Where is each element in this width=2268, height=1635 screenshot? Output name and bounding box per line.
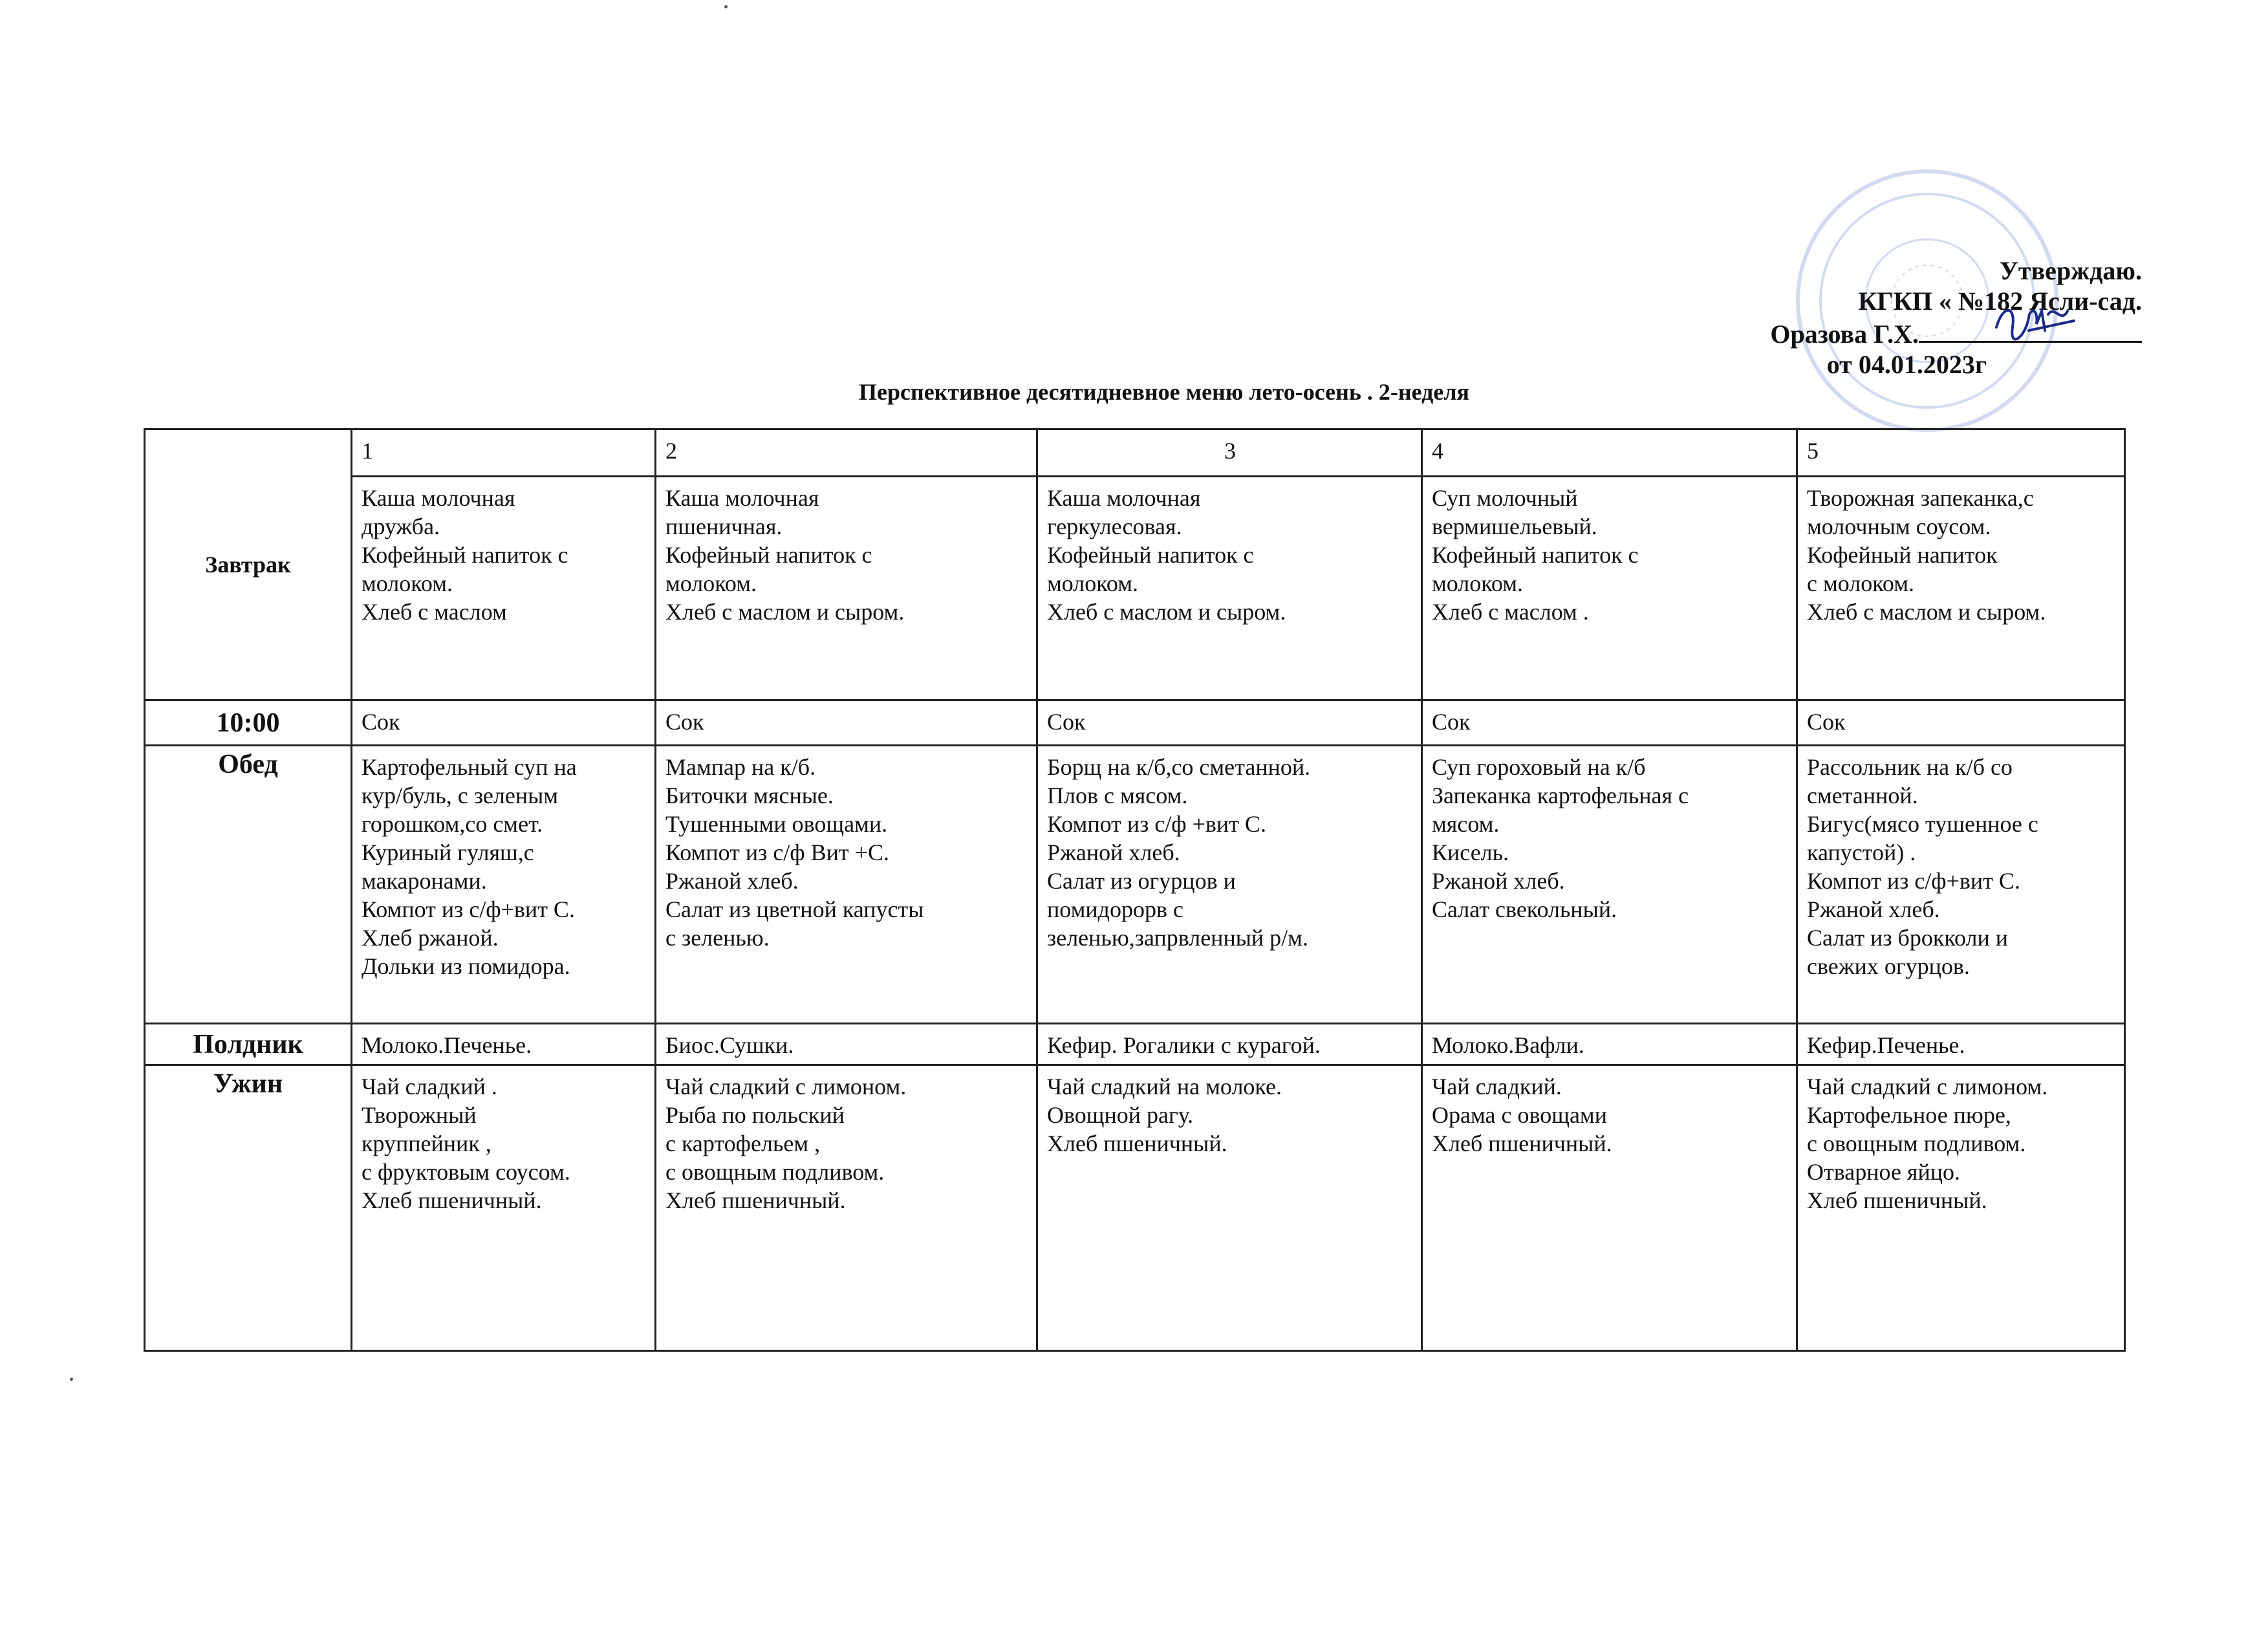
dish-line: Хлеб с маслом [362, 599, 507, 625]
dish-line: с молоком. [1807, 570, 1915, 596]
dish-line: Хлеб с маслом и сыром. [1807, 599, 2046, 625]
approval-line-3 [1770, 316, 2142, 349]
dish-line: Сок [1432, 709, 1471, 735]
dish-line: Кефир. Рогалики с курагой. [1047, 1032, 1321, 1058]
menu-cell [1797, 1024, 2125, 1065]
dish-line: Сок [1047, 709, 1086, 735]
meal-label-dinner: Ужин [145, 1065, 352, 1351]
dish-line: Суп гороховый на к/б [1432, 754, 1646, 780]
menu-cell [1037, 1065, 1422, 1351]
dish-line: вермишельевый. [1432, 514, 1597, 539]
dish-line: молоком. [362, 570, 453, 596]
menu-cell [352, 746, 656, 1024]
handwritten-signature [1990, 298, 2080, 343]
dish-line: мясом. [1432, 811, 1500, 837]
approval-line-4: от 04.01.2023г [1826, 350, 1987, 379]
dish-line: с овощным подливом. [665, 1159, 885, 1185]
dish-line: Хлеб с маслом . [1432, 599, 1589, 625]
meal-label-lunch: Обед [145, 746, 352, 1024]
dish-line: Кисель. [1432, 839, 1509, 865]
dish-line: Хлеб ржаной. [362, 925, 499, 951]
dish-line: Куриный гуляш,с [362, 839, 534, 865]
dish-line: Кофейный напиток с [1432, 542, 1639, 568]
dish-line: Бигус(мясо тушенное с [1807, 811, 2038, 837]
dish-line: Биточки мясные. [665, 783, 834, 808]
approver-name: Оразова Г.Х. [1770, 319, 1919, 349]
dish-line: Салат из брокколи и [1807, 925, 2009, 951]
dish-line: Рассольник на к/б со [1807, 754, 2013, 780]
dish-line: Отварное яйцо. [1807, 1159, 1961, 1185]
dish-line: Салат из огурцов и [1047, 868, 1236, 894]
dish-line: Хлеб пшеничный. [1047, 1131, 1227, 1156]
dish-line: с фруктовым соусом. [362, 1159, 570, 1185]
dish-line: Чай сладкий с лимоном. [665, 1074, 907, 1099]
dish-line: Хлеб пшеничный. [362, 1187, 542, 1213]
menu-cell [1797, 700, 2125, 746]
dish-line: Орама с овощами [1432, 1102, 1607, 1128]
dish-line: Ржаной хлеб. [1047, 839, 1180, 865]
approval-line-2: КГКП « №182 Ясли-сад. [1858, 287, 2142, 316]
document-title: Перспективное десятидневное меню лето-осень . 2-неделя [858, 379, 1470, 405]
menu-cell [1037, 1024, 1422, 1065]
dish-line: Салат свекольный. [1432, 896, 1617, 922]
dish-line: Плов с мясом. [1047, 783, 1188, 808]
dish-line: молоком. [665, 570, 757, 596]
menu-cell [352, 477, 656, 700]
dish-line: капустой) . [1807, 839, 1916, 865]
approval-block [1770, 255, 2142, 380]
dish-line: молочным соусом. [1807, 514, 1991, 539]
dish-line: Запеканка картофельная с [1432, 783, 1689, 808]
dish-line: сметанной. [1807, 783, 1918, 808]
dish-line: Дольки из помидора. [362, 953, 570, 979]
day-number: 3 [1037, 429, 1422, 477]
dish-line: Компот из с/ф+вит С. [1807, 868, 2020, 894]
snack-row [145, 1024, 2125, 1065]
menu-cell [1422, 746, 1797, 1024]
dish-line: свежих огурцов. [1807, 953, 1970, 979]
dish-line: Салат из цветной капусты [665, 896, 924, 922]
dish-line: Сок [362, 709, 400, 735]
dish-line: Каша молочная [665, 485, 819, 511]
dish-line: Творожная запеканка,с [1807, 485, 2034, 511]
menu-cell [352, 700, 656, 746]
dish-line: зеленью,запрвленный р/м. [1047, 925, 1308, 951]
menu-cell [1797, 477, 2125, 700]
dish-line: с картофельем , [665, 1131, 821, 1156]
meal-label-snack: Полдник [145, 1024, 352, 1065]
dish-line: Молоко.Вафли. [1432, 1032, 1584, 1058]
dish-line: круппейник , [362, 1131, 491, 1156]
dish-line: Кофейный напиток [1807, 542, 1998, 568]
meal-label-breakfast: Завтрак [145, 429, 352, 700]
day-number: 4 [1422, 429, 1797, 477]
day-number: 1 [352, 429, 656, 477]
dish-line: с овощным подливом. [1807, 1131, 2026, 1156]
day-number: 2 [656, 429, 1037, 477]
dish-line: Ржаной хлеб. [1432, 868, 1565, 894]
dish-line: помидорорв с [1047, 896, 1183, 922]
dish-line: Хлеб с маслом и сыром. [1047, 599, 1286, 625]
menu-cell [1037, 477, 1422, 700]
day-number-row [145, 429, 2125, 477]
signature-line [1919, 316, 2142, 343]
dish-line: дружба. [362, 514, 440, 539]
dish-line: Чай сладкий с лимоном. [1807, 1074, 2048, 1099]
menu-cell [1037, 700, 1422, 746]
dish-line: Кефир.Печенье. [1807, 1032, 1965, 1058]
dish-line: Борщ на к/б,со сметанной. [1047, 754, 1311, 780]
scan-speck [70, 1378, 73, 1381]
dish-line: Сок [1807, 709, 1846, 735]
dish-line: горошком,со смет. [362, 811, 543, 837]
dish-line: Компот из с/ф Вит +С. [665, 839, 889, 865]
scan-speck [724, 5, 728, 8]
dinner-row [145, 1065, 2125, 1351]
day-number: 5 [1797, 429, 2125, 477]
dish-line: Кофейный напиток с [665, 542, 872, 568]
menu-cell [352, 1065, 656, 1351]
meal-label-ten: 10:00 [145, 700, 352, 746]
menu-cell [656, 1065, 1037, 1351]
menu-cell [656, 746, 1037, 1024]
menu-cell [656, 1024, 1037, 1065]
dish-line: Хлеб пшеничный. [665, 1187, 846, 1213]
dish-line: пшеничная. [665, 514, 783, 539]
dish-line: молоком. [1432, 570, 1524, 596]
menu-cell [1422, 1024, 1797, 1065]
menu-cell [1037, 746, 1422, 1024]
dish-line: геркулесовая. [1047, 514, 1182, 539]
dish-line: Компот из с/ф +вит С. [1047, 811, 1266, 837]
menu-cell [656, 700, 1037, 746]
dish-line: Компот из с/ф+вит С. [362, 896, 575, 922]
dish-line: Хлеб пшеничный. [1807, 1187, 1987, 1213]
dish-line: Ржаной хлеб. [1807, 896, 1940, 922]
dish-line: Молоко.Печенье. [362, 1032, 532, 1058]
dish-line: Мампар на к/б. [665, 754, 816, 780]
menu-table [144, 428, 2126, 1352]
dish-line: Сок [665, 709, 704, 735]
menu-cell [352, 1024, 656, 1065]
dish-line: Рыба по польский [665, 1102, 845, 1128]
menu-cell [1422, 477, 1797, 700]
dish-line: Суп молочный [1432, 485, 1578, 511]
menu-cell [1797, 746, 2125, 1024]
dish-line: Картофельное пюре, [1807, 1102, 2011, 1128]
dish-line: Чай сладкий на молоке. [1047, 1074, 1282, 1099]
dish-line: Картофельный суп на [362, 754, 577, 780]
menu-cell [656, 477, 1037, 700]
dish-line: макаронами. [362, 868, 487, 894]
dish-line: Ржаной хлеб. [665, 868, 799, 894]
dish-line: Кофейный напиток с [362, 542, 568, 568]
menu-cell [1422, 1065, 1797, 1351]
dish-line: Хлеб с маслом и сыром. [665, 599, 905, 625]
dish-line: кур/буль, с зеленым [362, 783, 559, 808]
dish-line: Каша молочная [362, 485, 515, 511]
dish-line: Тушенными овощами. [665, 811, 888, 837]
dish-line: молоком. [1047, 570, 1139, 596]
dish-line: Овощной рагу. [1047, 1102, 1194, 1128]
ten-row [145, 700, 2125, 746]
dish-line: Чай сладкий . [362, 1074, 497, 1099]
dish-line: Хлеб пшеничный. [1432, 1131, 1612, 1156]
dish-line: с зеленью. [665, 925, 770, 951]
approval-line-1: Утверждаю. [1999, 256, 2142, 285]
dish-line: Творожный [362, 1102, 477, 1128]
dish-line: Биос.Сушки. [665, 1032, 794, 1058]
menu-cell [1422, 700, 1797, 746]
dish-line: Кофейный напиток с [1047, 542, 1254, 568]
breakfast-row [145, 477, 2125, 700]
dish-line: Чай сладкий. [1432, 1074, 1562, 1099]
menu-cell [1797, 1065, 2125, 1351]
dish-line: Каша молочная [1047, 485, 1201, 511]
lunch-row [145, 746, 2125, 1024]
